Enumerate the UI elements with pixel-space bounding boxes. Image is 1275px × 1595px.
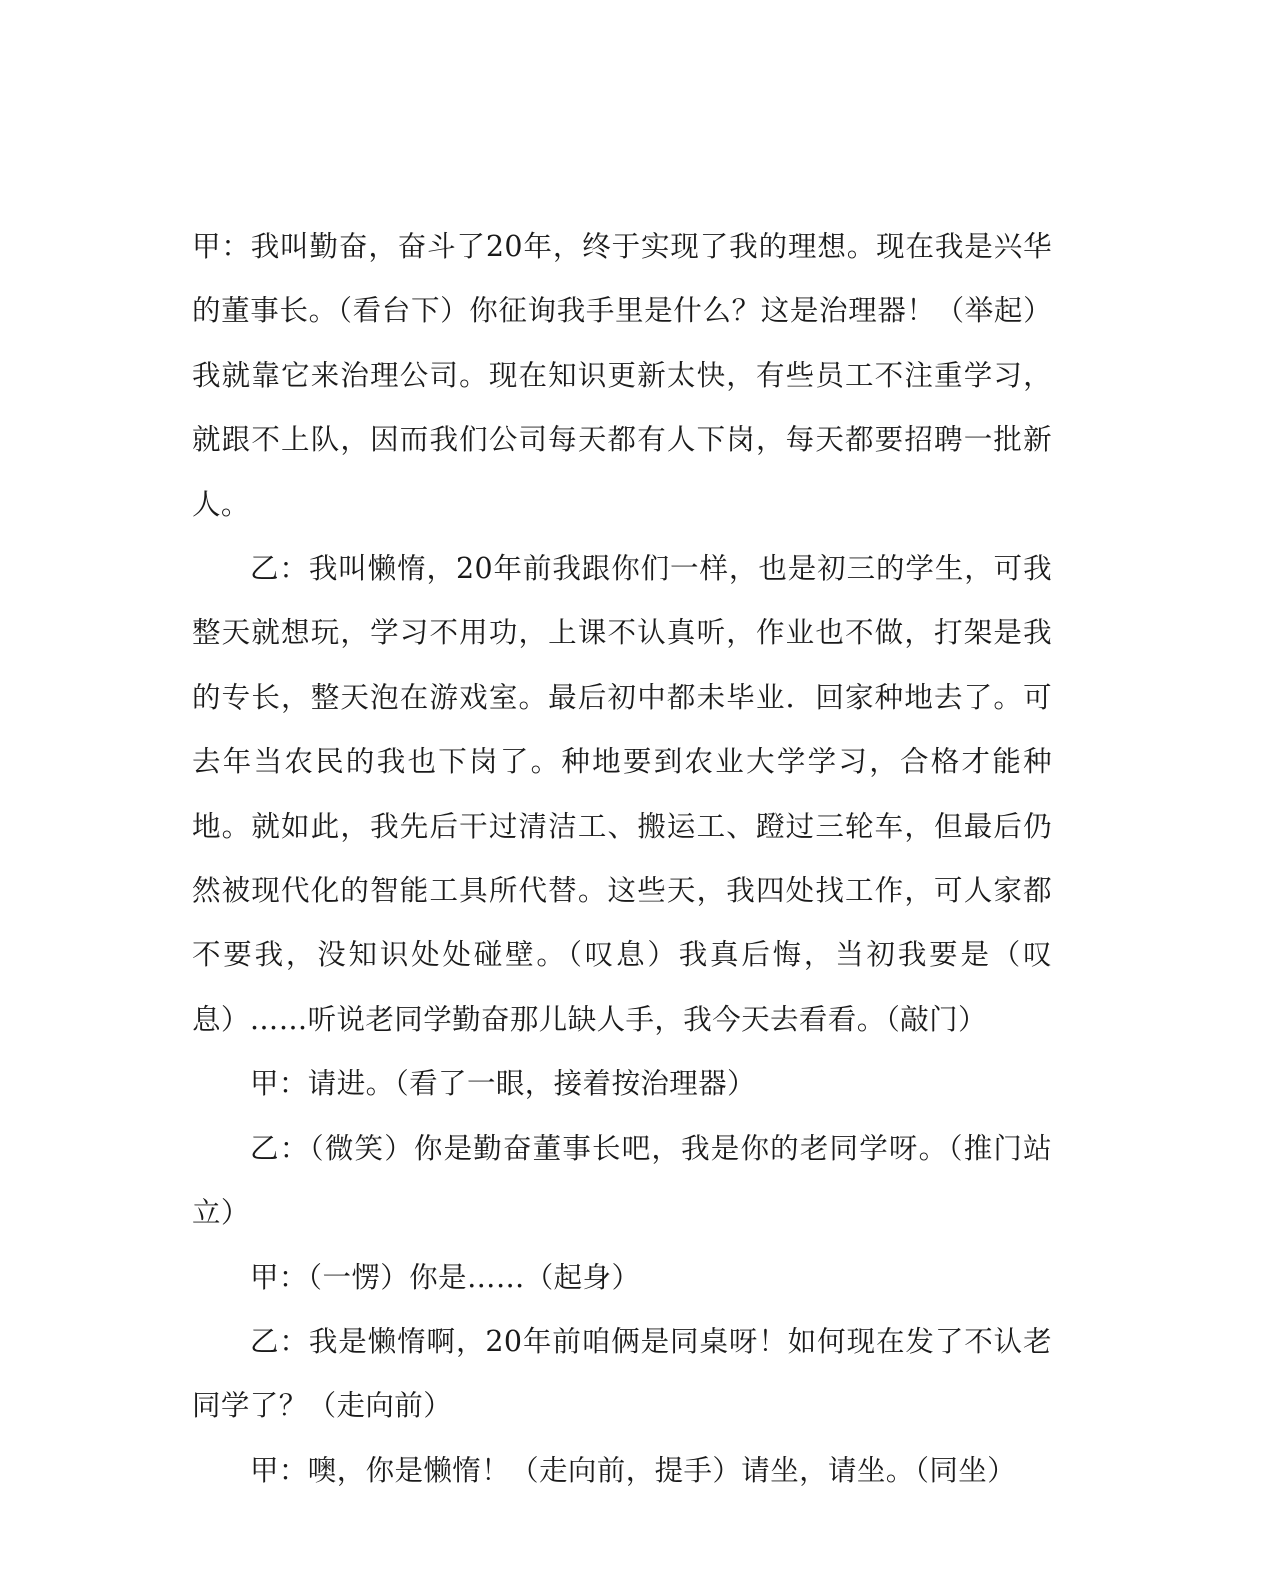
paragraph-3: 甲：请进。（看了一眼，接着按治理器） <box>250 1067 756 1101</box>
paragraph-4: 乙：（微笑）你是勤奋董事长吧，我是你的老同学呀。（推门站立） <box>192 1131 1052 1230</box>
document-body <box>192 215 1052 1503</box>
paragraph-7: 甲：噢，你是懒惰！（走向前，提手）请坐，请坐。（同坐） <box>250 1453 1017 1487</box>
paragraph-5: 甲：（一愣）你是……（起身） <box>250 1260 641 1294</box>
paragraph-2: 乙：我叫懒惰，20年前我跟你们一样，也是初三的学生，可我整天就想玩，学习不用功，上课不认真听，作业也不做，打架是我的专长，整天泡在游戏室。最后初中都未毕业．回家种地去了。可去年当农民的我也下岗了。种地要到农业大学学习，合格才能种地。就如此，我先后干过清洁工、搬运工、蹬过三轮车，但最后仍然被现代化的智能工具所代替。这些天，我四处找工作，可人家都不要我，没知识处处碰壁。（叹息）我真后悔，当初我要是（叹息）……听说老同学勤奋那儿缺人手，我今天去看看。（敲门） <box>192 552 1052 1036</box>
paragraph-1: 甲：我叫勤奋，奋斗了20年，终于实现了我的理想。现在我是兴华的董事长。（看台下）你征询我手里是什么？这是治理器！（举起）我就靠它来治理公司。现在知识更新太快，有些员工不注重学习，就跟不上队，因而我们公司每天都有人下岗，每天都要招聘一批新人。 <box>192 230 1052 521</box>
paragraph-6: 乙：我是懒惰啊，20年前咱俩是同桌呀！如何现在发了不认老同学了？（走向前） <box>192 1324 1052 1423</box>
